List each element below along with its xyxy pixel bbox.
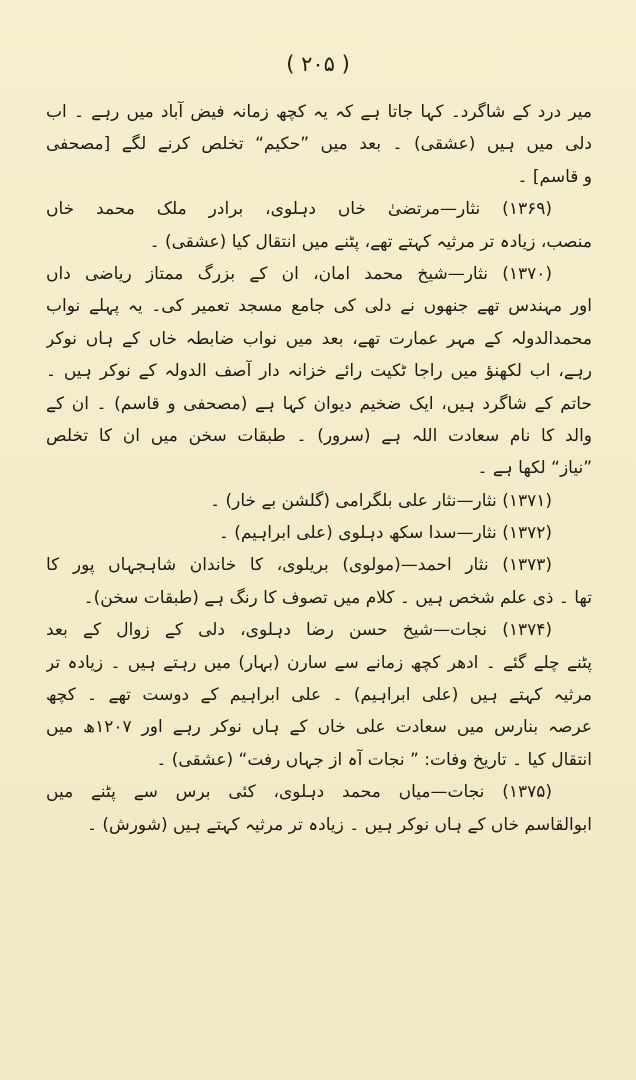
text-line: (۱۳۷۳) نثار احمد—(مولوی) بریلوی، کا خاندان شاہجہاں پور کا xyxy=(46,555,552,576)
text-line: (۱۳۷۰) نثار—شیخ محمد امان، ان کے بزرگ ممتاز ریاضی داں xyxy=(46,263,552,284)
text-line: حاتم کے شاگرد ہیں، ایک ضخیم دیوان کہا ہے (مصحفی و قاسم) ۔ ان کے xyxy=(46,393,592,414)
text-line: (۱۳۶۹) نثار—مرتضیٰ خاں دہلوی، برادر ملک محمد خاں xyxy=(46,199,552,220)
text-line: ”نیاز“ لکھا ہے ۔ xyxy=(477,458,592,479)
text-line: مرثیہ کہتے ہیں (علی ابراہیم) ۔ علی ابراہیم کے دوست تھے ۔ کچھ xyxy=(46,685,592,706)
text-line: (۱۳۷۵) نجات—میاں محمد دہلوی، کئی برس سے پٹنے میں xyxy=(46,782,552,803)
page-number: ( ۲۰۵ ) xyxy=(286,52,350,76)
text-line: محمدالدولہ کے مہر عمارت تھے، بعد میں نواب ضابطہ خاں کے ہاں نوکر xyxy=(46,328,592,349)
text-line: ابوالقاسم خاں کے ہاں نوکر ہیں ۔ زیادہ تر مرثیہ کہتے ہیں (شورش) ۔ xyxy=(86,814,592,835)
text-line: انتقال کیا ۔ تاریخ وفات: ” نجات آہ از جہاں رفت“ (عشقی) ۔ xyxy=(156,749,592,770)
text-line: والد کا نام سعادت اللہ ہے (سرور) ۔ طبقات سخن میں ان کا تخلص xyxy=(46,425,592,446)
text-line: (۱۳۷۴) نجات—شیخ حسن رضا دہلوی، دلی کے زوال کے بعد xyxy=(46,620,552,641)
text-block xyxy=(46,96,592,841)
text-line: دلی میں ہیں (عشقی) ۔ بعد میں ”حکیم“ تخلص کرنے لگے [مصحفی xyxy=(46,134,592,155)
text-line: عرصہ بنارس میں سعادت علی خاں کے ہاں نوکر رہے اور ۱۲۰۷ھ میں xyxy=(46,717,592,738)
text-line: (۱۳۷۲) نثار—سدا سکھ دہلوی (علی ابراہیم) ۔ xyxy=(218,523,552,544)
text-line: اور مہندس تھے جنھوں نے دلی کی جامع مسجد تعمیر کی۔ یہ پہلے نواب xyxy=(46,296,592,317)
text-line: رہے، اب لکھنؤ میں راجا ٹکیت رائے خزانہ دار آصف الدولہ کے نوکر ہیں ۔ xyxy=(46,361,592,382)
text-line: و قاسم] ۔ xyxy=(517,166,592,187)
text-line: (۱۳۷۱) نثار—نثار علی بلگرامی (گلشن بے خار) ۔ xyxy=(210,490,552,511)
text-line: منصب، زیادہ تر مرثیہ کہتے تھے، پٹنے میں انتقال کیا (عشقی) ۔ xyxy=(149,231,592,252)
text-line: تھا ۔ ذی علم شخص ہیں ۔ کلام میں تصوف کا رنگ ہے (طبقات سخن)۔ xyxy=(83,587,592,608)
text-line: پٹنے چلے گئے ۔ ادھر کچھ زمانے سے سارن (بہار) میں رہتے ہیں ۔ زیادہ تر xyxy=(46,652,592,673)
text-line: میر درد کے شاگرد۔ کہا جاتا ہے کہ یہ کچھ زمانہ فیض آباد میں رہے ۔ اب xyxy=(46,102,592,122)
